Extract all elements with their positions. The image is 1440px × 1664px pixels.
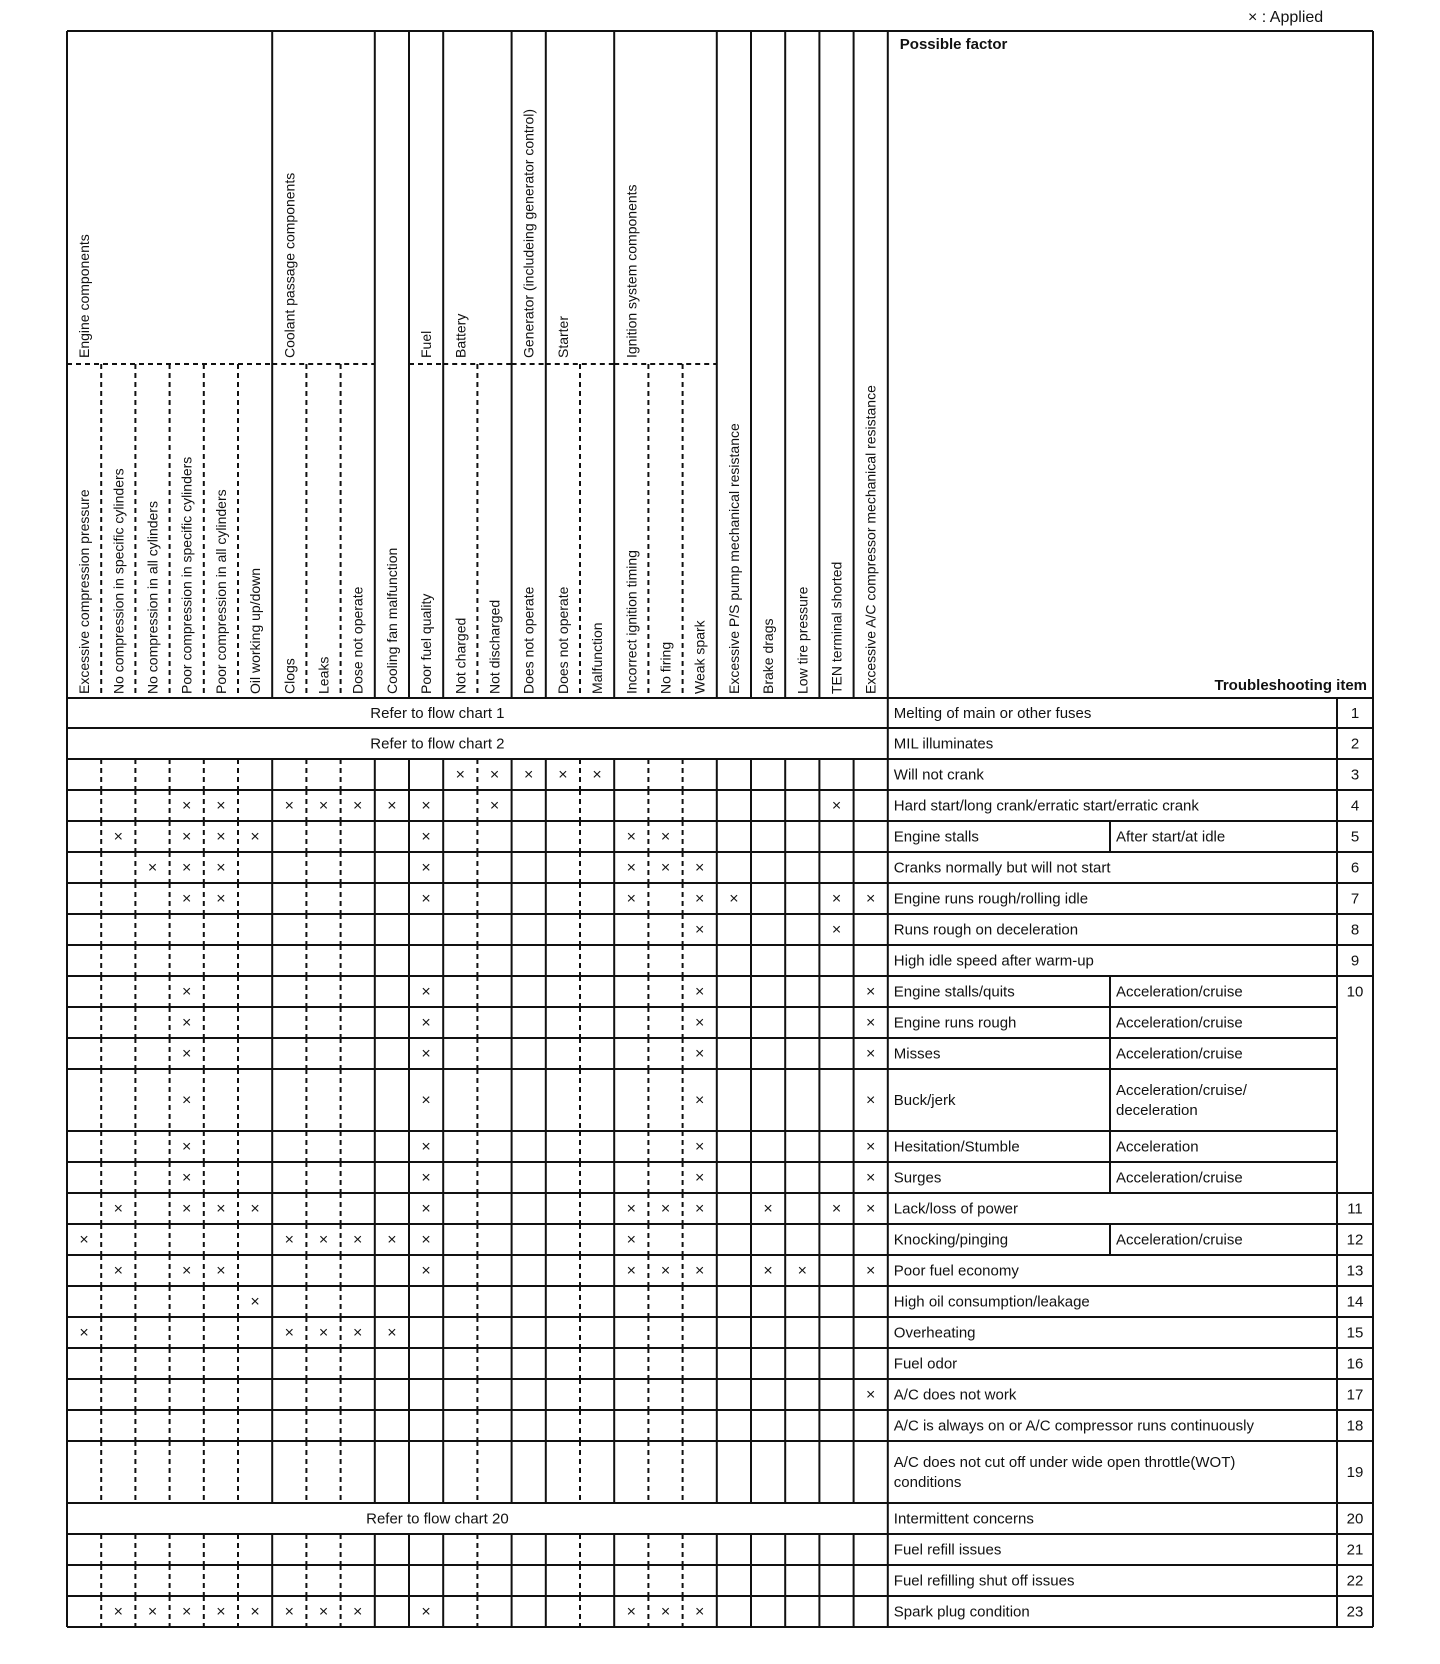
- troubleshooting-item-text: Will not crank: [893, 766, 984, 784]
- troubleshooting-item-text: High idle speed after warm-up: [893, 952, 1094, 970]
- applied-mark: ×: [489, 766, 500, 784]
- factor-label: Does not operate: [554, 586, 571, 694]
- applied-mark: ×: [250, 828, 260, 846]
- applied-mark: ×: [182, 1169, 192, 1187]
- applied-mark: ×: [353, 1231, 363, 1249]
- applied-mark: ×: [866, 1138, 876, 1156]
- item-number: 8: [1350, 921, 1360, 939]
- applied-mark: ×: [695, 983, 705, 1001]
- applied-mark: ×: [182, 1262, 192, 1280]
- applied-mark: ×: [763, 1262, 773, 1280]
- applied-mark: ×: [182, 1045, 192, 1063]
- troubleshooting-item-text: Overheating: [893, 1324, 976, 1342]
- applied-mark: ×: [455, 766, 465, 784]
- table-row: [114, 829, 1360, 846]
- applied-mark: ×: [387, 1324, 397, 1342]
- troubleshooting-item-text: Cranks normally but will not start: [893, 859, 1111, 877]
- group-label: Battery: [452, 313, 469, 358]
- applied-mark: ×: [318, 1231, 329, 1249]
- item-number: 22: [1346, 1572, 1364, 1590]
- troubleshooting-item-text: Engine stalls: [893, 828, 979, 846]
- table-row: [894, 1418, 1364, 1435]
- applied-mark: ×: [695, 1603, 705, 1621]
- applied-mark: ×: [182, 797, 192, 815]
- group-label: Coolant passage components: [281, 172, 298, 358]
- applied-mark: ×: [182, 859, 192, 877]
- troubleshooting-item-text: Engine stalls/quits: [893, 983, 1015, 1001]
- applied-mark: ×: [695, 859, 705, 877]
- applied-mark: ×: [79, 1231, 89, 1249]
- condition-text: Acceleration/cruise: [1116, 1045, 1243, 1063]
- applied-mark: ×: [421, 1092, 431, 1109]
- applied-mark: ×: [421, 828, 431, 846]
- factor-label: Malfunction: [589, 622, 606, 694]
- applied-mark: ×: [866, 1045, 876, 1063]
- applied-mark: ×: [79, 1324, 89, 1342]
- troubleshooting-item-text: MIL illuminates: [893, 735, 994, 753]
- table-row: [894, 1542, 1364, 1559]
- applied-mark: ×: [387, 1231, 397, 1249]
- applied-mark: ×: [695, 1014, 705, 1032]
- item-number: 19: [1346, 1464, 1364, 1481]
- table-row: [370, 705, 1359, 722]
- item-number: 7: [1350, 890, 1360, 908]
- factor-label: Poor compression in specific cylinders: [178, 456, 195, 694]
- applied-mark: ×: [182, 983, 192, 1001]
- condition-text: Acceleration/cruise: [1116, 1169, 1243, 1187]
- refer-flow-chart: Refer to flow chart 2: [370, 735, 505, 753]
- applied-mark: ×: [763, 1200, 773, 1218]
- item-number: 5: [1350, 828, 1360, 846]
- troubleshooting-item-text: Fuel refill issues: [893, 1541, 1002, 1559]
- applied-mark: ×: [831, 797, 842, 815]
- factor-label: No compression in specific cylinders: [110, 468, 127, 694]
- applied-mark: ×: [626, 890, 636, 908]
- applied-mark: ×: [421, 1169, 431, 1187]
- group-label: Engine components: [76, 234, 93, 358]
- applied-mark: ×: [695, 1045, 705, 1063]
- troubleshooting-item-text: Hesitation/Stumble: [893, 1138, 1020, 1156]
- table-row: [894, 1454, 1364, 1491]
- applied-mark: ×: [421, 1138, 431, 1156]
- factor-label: Poor compression in all cylinders: [212, 489, 229, 694]
- applied-mark: ×: [421, 1014, 431, 1032]
- group-label: Generator (includeing generator control): [520, 108, 537, 358]
- condition-text: Acceleration/cruise: [1116, 1231, 1243, 1249]
- table-row: [366, 1511, 1363, 1528]
- table-row: [182, 891, 1359, 908]
- table-row: [182, 798, 1359, 815]
- applied-mark: ×: [421, 1262, 431, 1280]
- refer-flow-chart: Refer to flow chart 20: [366, 1510, 509, 1528]
- factor-label: Not discharged: [486, 599, 503, 694]
- table-row: [182, 1082, 1248, 1119]
- applied-mark: ×: [216, 859, 226, 877]
- group-label: Ignition system components: [623, 184, 640, 358]
- table-row: [695, 922, 1359, 939]
- condition-text: Acceleration/cruise/ deceleration: [1116, 1082, 1247, 1119]
- troubleshooting-item-text: Fuel odor: [893, 1355, 958, 1373]
- troubleshooting-item-text: Poor fuel economy: [893, 1262, 1019, 1280]
- applied-mark: ×: [250, 1603, 260, 1621]
- applied-mark: ×: [660, 1603, 671, 1621]
- applied-mark: ×: [284, 797, 294, 815]
- troubleshooting-item-text: Lack/loss of power: [893, 1200, 1019, 1218]
- applied-mark: ×: [421, 1603, 431, 1621]
- factor-label: Cooling fan malfunction: [383, 547, 400, 694]
- applied-mark: ×: [216, 1262, 226, 1280]
- applied-mark: ×: [866, 983, 876, 1001]
- applied-mark: ×: [421, 859, 431, 877]
- applied-mark: ×: [182, 1603, 192, 1621]
- applied-mark: ×: [695, 1200, 705, 1218]
- applied-mark: ×: [866, 1092, 876, 1109]
- condition-text: Acceleration/cruise: [1116, 983, 1243, 1001]
- factor-label: Excessive A/C compressor mechanical resistance: [862, 385, 879, 694]
- item-number: 11: [1347, 1200, 1363, 1218]
- applied-mark: ×: [695, 921, 705, 939]
- condition-text: After start/at idle: [1116, 828, 1226, 846]
- troubleshooting-item-text: High oil consumption/leakage: [893, 1293, 1090, 1311]
- item-number: 17: [1346, 1386, 1364, 1404]
- applied-mark: ×: [182, 1014, 192, 1032]
- applied-mark: ×: [866, 1169, 876, 1187]
- applied-mark: ×: [182, 1138, 192, 1156]
- applied-mark: ×: [660, 859, 671, 877]
- applied-mark: ×: [866, 1200, 876, 1218]
- refer-flow-chart: Refer to flow chart 1: [370, 705, 505, 722]
- applied-mark: ×: [182, 1200, 192, 1218]
- applied-mark: ×: [831, 1200, 842, 1218]
- item-number: 13: [1346, 1262, 1364, 1280]
- applied-mark: ×: [284, 1603, 294, 1621]
- applied-mark: ×: [113, 1200, 123, 1218]
- factor-label: Oil working up/down: [247, 567, 264, 694]
- applied-mark: ×: [660, 1200, 671, 1218]
- possible-factor-heading: Possible factor: [899, 36, 1008, 53]
- applied-mark: ×: [113, 1262, 123, 1280]
- applied-mark: ×: [353, 1603, 363, 1621]
- factor-label: Incorrect ignition timing: [623, 550, 640, 694]
- applied-mark: ×: [318, 1324, 329, 1342]
- item-number: 18: [1346, 1417, 1364, 1435]
- item-number: 3: [1350, 766, 1360, 784]
- troubleshooting-item-text: Buck/jerk: [893, 1092, 956, 1109]
- factor-label: No compression in all cylinders: [144, 501, 161, 694]
- troubleshooting-item-text: Melting of main or other fuses: [893, 705, 1092, 722]
- troubleshooting-item-text: Knocking/pinging: [893, 1231, 1009, 1249]
- table-row: [148, 860, 1359, 877]
- applied-mark: ×: [660, 828, 671, 846]
- applied-mark: ×: [797, 1262, 807, 1280]
- applied-mark: ×: [353, 1324, 363, 1342]
- applied-mark: ×: [421, 1045, 431, 1063]
- troubleshooting-item-text: Intermittent concerns: [893, 1510, 1034, 1528]
- troubleshooting-item-text: Hard start/long crank/erratic start/erratic crank: [893, 797, 1199, 815]
- table-row: [182, 1139, 1199, 1156]
- item-number: 9: [1350, 952, 1360, 970]
- applied-mark: ×: [695, 1092, 705, 1109]
- applied-mark: ×: [113, 828, 123, 846]
- troubleshooting-item-text: Fuel refilling shut off issues: [893, 1572, 1075, 1590]
- applied-mark: ×: [695, 1169, 705, 1187]
- applied-mark: ×: [216, 890, 226, 908]
- troubleshooting-item-text: Engine runs rough: [893, 1014, 1017, 1032]
- applied-mark: ×: [216, 1200, 226, 1218]
- applied-mark: ×: [695, 1138, 705, 1156]
- applied-mark: ×: [866, 1262, 876, 1280]
- applied-mark: ×: [250, 1293, 260, 1311]
- table-row: [894, 1356, 1364, 1373]
- legend-applied: × : Applied: [1248, 9, 1324, 26]
- applied-mark: ×: [660, 1262, 671, 1280]
- item-number: 14: [1346, 1293, 1364, 1311]
- applied-mark: ×: [626, 1603, 636, 1621]
- applied-mark: ×: [216, 828, 226, 846]
- item-number: 23: [1346, 1603, 1364, 1621]
- table-row: [866, 1387, 1363, 1404]
- troubleshooting-item-text: A/C does not cut off under wide open throttle(WOT) conditions: [893, 1454, 1236, 1491]
- applied-mark: ×: [318, 1603, 329, 1621]
- applied-mark: ×: [558, 766, 568, 784]
- applied-mark: ×: [216, 1603, 226, 1621]
- applied-mark: ×: [866, 1014, 876, 1032]
- factor-label: Brake drags: [760, 618, 777, 694]
- item-number: 2: [1350, 735, 1360, 753]
- applied-mark: ×: [866, 1386, 876, 1404]
- applied-mark: ×: [695, 890, 705, 908]
- applied-mark: ×: [626, 828, 636, 846]
- item-number: 16: [1346, 1355, 1364, 1373]
- troubleshooting-item-text: Engine runs rough/rolling idle: [893, 890, 1089, 908]
- applied-mark: ×: [182, 828, 192, 846]
- applied-mark: ×: [831, 890, 842, 908]
- item-number: 21: [1346, 1541, 1364, 1559]
- troubleshooting-item-heading: Troubleshooting item: [1214, 677, 1367, 694]
- table-row: [894, 953, 1359, 970]
- applied-mark: ×: [729, 890, 739, 908]
- factor-label: Does not operate: [520, 586, 537, 694]
- applied-mark: ×: [387, 797, 397, 815]
- factor-label: Clogs: [281, 658, 298, 694]
- troubleshooting-item-text: Spark plug condition: [893, 1603, 1030, 1621]
- troubleshooting-item-text: Misses: [893, 1045, 941, 1063]
- applied-mark: ×: [626, 859, 636, 877]
- applied-mark: ×: [182, 890, 192, 908]
- applied-mark: ×: [489, 797, 500, 815]
- applied-mark: ×: [626, 1200, 636, 1218]
- table-row: [250, 1294, 1363, 1311]
- applied-mark: ×: [421, 1231, 431, 1249]
- factor-label: Low tire pressure: [794, 586, 811, 694]
- applied-mark: ×: [421, 890, 431, 908]
- applied-mark: ×: [284, 1324, 294, 1342]
- item-number: 1: [1350, 705, 1360, 722]
- applied-mark: ×: [318, 797, 329, 815]
- item-number: 20: [1346, 1510, 1364, 1528]
- applied-mark: ×: [831, 921, 842, 939]
- group-label: Fuel: [418, 330, 435, 358]
- applied-mark: ×: [421, 983, 431, 1001]
- applied-mark: ×: [284, 1231, 294, 1249]
- factor-label: Excessive P/S pump mechanical resistance: [725, 423, 742, 694]
- factor-label: Poor fuel quality: [418, 593, 435, 694]
- factor-label: TEN terminal shorted: [828, 561, 845, 694]
- table-row: [114, 1201, 1363, 1218]
- table-row: [182, 984, 1363, 1001]
- condition-text: Acceleration/cruise: [1116, 1014, 1243, 1032]
- troubleshooting-item-text: Surges: [893, 1169, 942, 1187]
- troubleshooting-item-text: Runs rough on deceleration: [893, 921, 1079, 939]
- item-number: 6: [1350, 859, 1360, 877]
- applied-mark: ×: [695, 1262, 705, 1280]
- applied-mark: ×: [421, 797, 431, 815]
- table-row: [114, 1263, 1364, 1280]
- applied-mark: ×: [250, 1200, 260, 1218]
- applied-mark: ×: [524, 766, 534, 784]
- applied-mark: ×: [626, 1231, 636, 1249]
- troubleshooting-item-text: A/C is always on or A/C compressor runs continuously: [893, 1417, 1254, 1435]
- applied-mark: ×: [353, 797, 363, 815]
- item-number: 10: [1346, 983, 1364, 1001]
- applied-mark: ×: [626, 1262, 636, 1280]
- table-row: [456, 767, 1360, 784]
- applied-mark: ×: [147, 1603, 158, 1621]
- item-number: 12: [1346, 1231, 1364, 1249]
- applied-mark: ×: [592, 766, 602, 784]
- applied-mark: ×: [216, 797, 226, 815]
- factor-label: Leaks: [315, 656, 332, 694]
- table-row: [894, 1573, 1364, 1590]
- table-row: [114, 1604, 1364, 1621]
- table-row: [370, 736, 1359, 753]
- applied-mark: ×: [147, 859, 158, 877]
- factor-label: Excessive compression pressure: [76, 489, 93, 694]
- applied-mark: ×: [421, 1200, 431, 1218]
- condition-text: Acceleration: [1116, 1138, 1199, 1156]
- troubleshooting-item-text: A/C does not work: [893, 1386, 1017, 1404]
- item-number: 4: [1350, 797, 1360, 815]
- applied-mark: ×: [113, 1603, 123, 1621]
- applied-mark: ×: [182, 1092, 192, 1109]
- applied-mark: ×: [866, 890, 876, 908]
- group-label: Starter: [554, 315, 571, 358]
- factor-label: No firing: [657, 641, 674, 694]
- factor-label: Not charged: [452, 617, 469, 694]
- item-number: 15: [1346, 1324, 1364, 1342]
- factor-label: Dose not operate: [349, 586, 366, 694]
- factor-label: Weak spark: [691, 620, 708, 694]
